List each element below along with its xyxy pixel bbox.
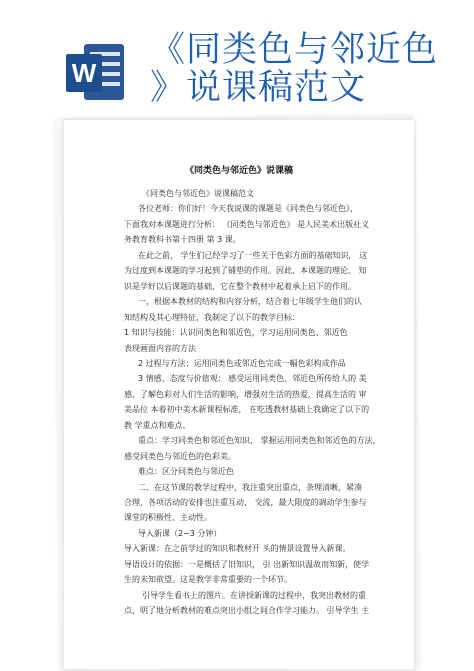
document-line: 下面我对本课题进行分析： 《同类色与邻近色》 是人民美术出版社义 <box>124 219 370 229</box>
document-line: 感受同类色与邻近色的色彩美。 <box>124 451 236 461</box>
document-line: 点，明了地分析教材的难点突出小组之间合作学习能力。 引导学生 主 <box>124 606 370 616</box>
document-line: 导入新课（2~3 分钟） <box>138 528 222 538</box>
svg-text:W: W <box>71 58 97 88</box>
banner-header <box>0 0 474 110</box>
document-line: 导语设计的依据：一是概括了旧知识， 引 出新知识温故而知新，使学 <box>124 559 370 569</box>
document-line: 二、在这节课的教学过程中，我注重突出重点，条理清晰，紧凑 <box>138 482 362 492</box>
document-line: 务教育教科书第十四册 第 3 课。 <box>124 235 241 245</box>
document-line: 生的未知欲望。这是教学非常重要的一个环节。 <box>124 575 292 585</box>
word-icon <box>64 38 128 106</box>
document-line: 引导学生看书上的图片。在讲授新课的过程中，我突出教材的重 <box>142 590 366 600</box>
document-line: 在此之前， 学生们已经学习了一些关于色彩方面的基础知识， 这 <box>138 250 368 260</box>
document-line: 《同类色与邻近色》说课稿范文 <box>142 189 254 198</box>
document-line: 感，了解色彩对人们生活的影响，增强对生活的热爱，提高生活的 审 <box>124 389 367 399</box>
document-line: 为过度到本课题的学习起到了铺垫的作用。因此，本课题的理论、 知 <box>124 266 367 276</box>
document-line: 2 过程与方法：运用同类色或邻近色完成一幅色彩构成作品 <box>138 358 346 368</box>
document-line: 课堂的积极性、主动性。 <box>124 513 212 523</box>
document-line: 美品位 本着初中美术新课程标准， 在吃透教材基础上我确定了以下的 <box>124 405 370 415</box>
document-line: 知结构及其心理特征，我制定了以下的教学目标： <box>124 312 300 322</box>
document-line: 重点：学习同类色和邻近色知识， 掌握运用同类色和邻近色的方法， <box>138 436 381 446</box>
document-line: 1 知识与技能：认识同类色和邻近色，学习运用同类色、邻近色 <box>124 328 348 338</box>
document-title: 《同类色与邻近色》说课稿 <box>184 166 293 176</box>
document-line: 教 学重点和难点。 <box>124 420 191 430</box>
document-line: 难点：区分同类色与邻近色 <box>138 467 234 477</box>
document-line: 一，根据本教材的结构和内容分析，结合着七年级学生他们的认 <box>138 297 362 307</box>
banner-title-line-2: 》说课稿范文 <box>150 68 367 108</box>
document-line: 导入新课：在之前学过的知识和教材开 头的情景设置导入新课。 <box>124 544 351 554</box>
document-line: 各位老师：你们好！今天我说课的课题是《同类色与邻近色》， <box>138 204 358 214</box>
document-line: 合理，各项活动的安排也注重互动、 交流，最大限度的调动学生参与 <box>124 498 367 507</box>
banner-title-line-1: 《同类色与邻近色 <box>150 30 439 70</box>
document-line: 3 情感、态度与价值观： 感受运用同类色、邻近色所传给人的 美 <box>138 374 367 384</box>
document-line: 表现画面内容的方法 <box>124 343 196 353</box>
document-line: 识是学好以后课题的基础，它在整个教材中起着承上启下的作用。 <box>124 281 356 291</box>
